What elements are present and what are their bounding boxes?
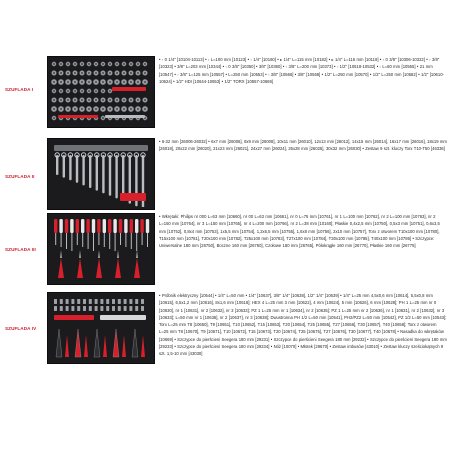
drawer-3-specs: [159, 213, 447, 249]
drawer-3-spec-text: • Wkrętaki: Philips nr 000 L=63 mm [10660], nr 00 L=63 mm [10661], nr 0 L=75 mm [10761], nr 1 L=100 mm [10762], nr 2 L=100 mm [10763], nr 2 L=150 mm [10764], nr 3 L=150 mm [10765], nr 4 L=200 mm [10766], nr 2 L=38 mm [10160]; Płaskie 0,4x2,5 mm [10750], 0,5x3 mm [10751], 0,6x3,5 mm [10752], 0,8x4 mm [10753], 1x5,5 mm [10754], 1,2x6,5 mm [10755], 1,6x8 mm [10756], 2x10 mm [10757], Torx z otworem T10x100 mm [10780], T15x100 mm [10781], T20x100 mm [10782], T25x100 mm [10783], T27x100 mm [10784], T30x100 mm [10785], T40x100 mm [10786] • Szczypce: Uniwersalne 180 mm [26750], Boczne 160 mm [26760], Czołowe 160 mm [26765], Półokrągłe 160 mm [26770], Płaskie 160 mm [26775]: [159, 214, 440, 249]
drawer-4-photo: [47, 292, 155, 364]
drawer-3-tools-image: [50, 216, 152, 282]
drawer-3-photo: [47, 213, 155, 285]
drawer-4-spec-text: • Próbnik elektryczny [10544] • 1/4" L=50 mm • 1/4" [10637], 3/8" 1/4" [10638], 1/2" 1/4" [10639] • 1/4" L=25 mm 4,5x0,6 mm [10614], 5,5x0,8 mm [10615], 6,5x1,2 mm [10616], 8x1,6 mm [10618]; HEX 4 L=25 mm 3 mm [10622], 4 mm [10624], 5 mm [10626], 6 mm [10628]; PH 1 L=25 mm nr 0 [10630], nr 1 [10631], nr 2 [10632], nr 3 [10633]; PZ 1 L=25 mm nr 1 [10634], nr 2 [10635]; PZ 1 L=25 mm nr 2 [10636], nr 1 [10631], nr 2 [10632], nr 3 [10633]; L=50 mm nr 1 [10636], nr 2 [10637], nr 3 [10638]; Dwustronna PH 1/2 L=50 mm [10541], PH2/PZ2 L=50 mm [10542], PZ 1/2 L=50 mm [10543]; Torx L=25 mm T8 [10650], T9 [10651], T10 [10652], T15 [10653], T20 [10654], T25 [10655], T27 [10656], T30 [10657], T40 [10658]; Torx z otworem L=25 mm T8 [10670], T9 [10671], T10 [10672], T15 [10673], T20 [10674], T25 [10675], T27 [10676], T30 [10677], T40 [10678] • Nasadka do wkrętaków [10669] • Szczypce do pierścieni Seegera 180 mm [29231] • Szczypce do pierścieni Seegera 180 mm [29232] • Szczypce do pierścieni Seegera 180 mm [29233] • Szczypce do pierścieni Seegera 180 mm [29234] • Nóż [10070] • Młotek [29670] • Zestaw imbusów [43010] • Zestaw kluczy sześciokątnych 9 szt. 1,5-10 mm [43030]: [159, 293, 447, 357]
drawer-2-label: SZUFLADA II: [5, 174, 35, 179]
drawer-2-photo: [47, 138, 155, 210]
drawer-2-specs: [159, 138, 447, 153]
drawer-2-tools-image: [50, 141, 152, 207]
drawer-1-spec-text: • ◦ 0 1/4" [10104-10113] • ◦ L=100 mm [10123] • ◦ 1/4" [10160] • ▸ 1/4" L=115 mm [10182] • ▸ 1/4" L=116 mm [10119] • ◦ 0 3/8" [10306-10322] • ◦ 3/8" [10323] • 3/8" L=203 mm [10344] • ◦ 0 3/8" [10350] • 3/8" [10360] • ◦ 3/8" L=200 mm [10373] • ◦ 1/2" [10518-10532] • ◦ L=60 mm [10555] • 21 mm [10547] • ◦ 3/8" L=125 mm [10557] • L=250 mm [10553] • ◦ 3/8" [10566] • 3/8" [10568] • 1/2" L=250 mm [10570] • 1/2" L=250 mm [10582] • 1/2" [10610-10624] • 1/2" HDI [10644-10653] • 1/2" TORX [10657-10669]: [159, 57, 444, 84]
drawer-4-tools-image: [50, 295, 152, 361]
drawer-1-photo: [47, 56, 155, 128]
drawer-4-specs: [159, 292, 447, 358]
drawer-2-spec-text: • 6-32 mm [26006-26032] • 6x7 mm [26006], 8x9 mm [26008], 10x11 mm [26010], 12x13 mm [26012], 14x15 mm [26014], 16x17 mm [26016], 18x19 mm [26018], 20x22 mm [26020], 21x23 mm [26021], 24x27 mm [26024], 25x28 mm [26025], 30x32 mm [26030] • Zestaw 9 szt. kluczy Torx T10-T50 [46336]: [159, 139, 447, 152]
drawer-1-tools-image: [50, 59, 152, 125]
drawer-3-label: SZUFLADA III: [5, 247, 36, 252]
drawer-4-label: SZUFLADA IV: [5, 326, 37, 331]
drawer-1-specs: [159, 56, 447, 85]
drawer-1-label: SZUFLADA I: [5, 87, 34, 92]
